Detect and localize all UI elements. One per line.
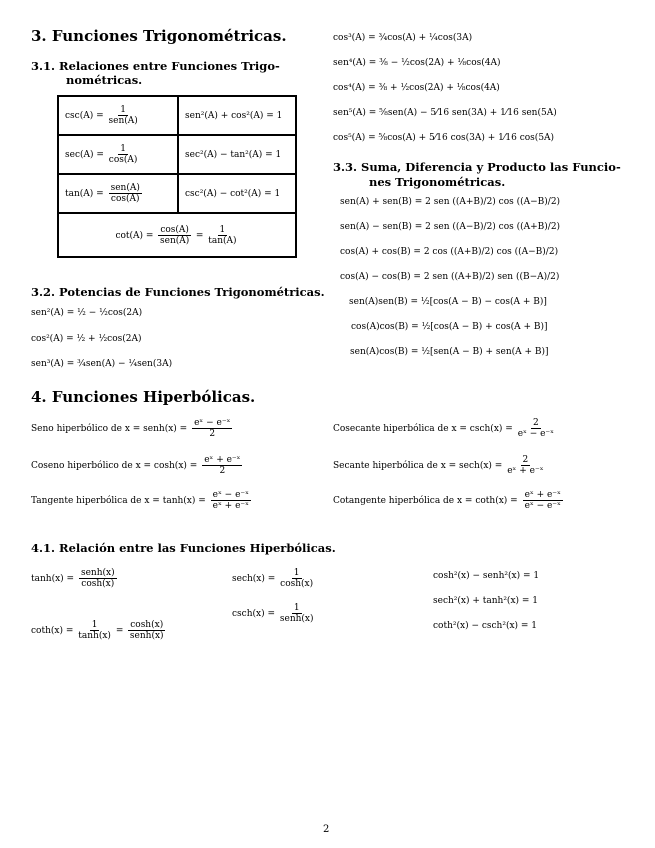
identity-1-cell: sen²(A) + cos²(A) = 1 xyxy=(178,96,296,135)
section-3-3-title: 3.3. Suma, Diferencia y Producto las Funcio- xyxy=(333,160,621,174)
cosh-definition: Coseno hiperbólico de x = cosh(x) = $\frac{\text{eˣ + e⁻ˣ}}{2}$ xyxy=(31,455,241,476)
sum-formula: cos(A) + cos(B) = 2 cos ((A+B)/2) cos ((A−B)/2) xyxy=(340,247,559,257)
coth-definition: Cotangente hiperbólica de x = coth(x) = $\frac{\text{eˣ + e⁻ˣ}}{\text{eˣ − e⁻ˣ}}$ xyxy=(333,490,561,511)
csc-cell: csc(A) = $\frac{1}{\text{sen(A)}}$ xyxy=(58,96,178,135)
hyperbolic-identity: sech²(x) + tanh²(x) = 1 xyxy=(433,596,539,606)
csch-definition: Cosecante hiperbólica de x = csch(x) = $\frac{2}{\text{eˣ − e⁻ˣ}}$ xyxy=(333,418,554,439)
section-3-1-title-cont: nométricas. xyxy=(66,73,143,87)
power-formula: sen²(A) = ½ − ½cos(2A) xyxy=(31,308,143,318)
sum-formula: sen(A) − sen(B) = 2 sen ((A−B)/2) cos ((A+B)/2) xyxy=(340,222,561,232)
power-formula: sen⁵(A) = ⅝sen(A) − 5⁄16 sen(3A) + 1⁄16 sen(5A) xyxy=(333,108,557,118)
tan-cell: tan(A) = $\frac{\text{sen(A)}}{\cos(A)}$ xyxy=(58,174,178,213)
sum-formula: sen(A) + sen(B) = 2 sen ((A+B)/2) cos ((A−B)/2) xyxy=(340,197,561,207)
cot-cell: cot(A) = $\frac{\cos(A)}{\text{sen(A)}}$ = $\frac{1}{\tan(A)}$ xyxy=(58,213,296,257)
tanh-relation: tanh(x) = $\frac{\text{senh(x)}}{\cosh(x)}$ xyxy=(31,568,115,589)
sum-formula: cos(A) − cos(B) = 2 sen ((A+B)/2) sen ((B−A)/2) xyxy=(340,272,560,282)
identity-2-cell: sec²(A) − tan²(A) = 1 xyxy=(178,135,296,174)
tanh-definition: Tangente hiperbólica de x = tanh(x) = $\frac{\text{eˣ − e⁻ˣ}}{\text{eˣ + e⁻ˣ}}$ xyxy=(31,490,249,511)
sec-cell: sec(A) = $\frac{1}{\cos(A)}$ xyxy=(58,135,178,174)
power-formula: cos⁵(A) = ⅝cos(A) + 5⁄16 cos(3A) + 1⁄16 cos(5A) xyxy=(333,133,555,143)
sech-relation: sech(x) = $\frac{1}{\cosh(x)}$ xyxy=(232,568,314,589)
product-formula: sen(A)sen(B) = ½[cos(A − B) − cos(A + B)] xyxy=(349,297,547,307)
section-3-2-title: 3.2. Potencias de Funciones Trigonométricas. xyxy=(31,285,325,299)
trig-relations-table xyxy=(57,95,297,258)
senh-definition: Seno hiperbólico de x = senh(x) = $\frac{\text{eˣ − e⁻ˣ}}{2}$ xyxy=(31,418,231,439)
power-formula: cos⁴(A) = ⅜ + ½cos(2A) + ⅛cos(4A) xyxy=(333,83,500,93)
section-3-title: 3. Funciones Trigonométricas. xyxy=(31,27,287,45)
identity-3-cell: csc²(A) − cot²(A) = 1 xyxy=(178,174,296,213)
coth-relation: coth(x) = $\frac{1}{\tanh(x)}$ = $\frac{\cosh(x)}{\text{senh(x)}}$ xyxy=(31,620,164,641)
power-formula: cos²(A) = ½ + ½cos(2A) xyxy=(31,334,142,344)
section-4-title: 4. Funciones Hiperbólicas. xyxy=(31,388,256,406)
power-formula: cos³(A) = ¾cos(A) + ¼cos(3A) xyxy=(333,33,473,43)
power-formula: sen⁴(A) = ⅜ − ½cos(2A) + ⅛cos(4A) xyxy=(333,58,501,68)
section-3-1-title: 3.1. Relaciones entre Funciones Trigo- xyxy=(31,59,280,73)
section-3-3-title-cont: nes Trigonométricas. xyxy=(369,175,506,189)
product-formula: sen(A)cos(B) = ½[sen(A − B) + sen(A + B)] xyxy=(350,347,549,357)
product-formula: cos(A)cos(B) = ½[cos(A − B) + cos(A + B)] xyxy=(351,322,548,332)
section-4-1-title: 4.1. Relación entre las Funciones Hiperbólicas. xyxy=(31,541,336,555)
hyperbolic-identity: cosh²(x) − senh²(x) = 1 xyxy=(433,571,540,581)
page-number: 2 xyxy=(323,824,330,835)
csch-relation: csch(x) = $\frac{1}{\text{senh(x)}}$ xyxy=(232,603,314,624)
sech-definition: Secante hiperbólica de x = sech(x) = $\frac{2}{\text{eˣ + e⁻ˣ}}$ xyxy=(333,455,544,476)
power-formula: sen³(A) = ¾sen(A) − ¼sen(3A) xyxy=(31,359,173,369)
hyperbolic-identity: coth²(x) − csch²(x) = 1 xyxy=(433,621,538,631)
